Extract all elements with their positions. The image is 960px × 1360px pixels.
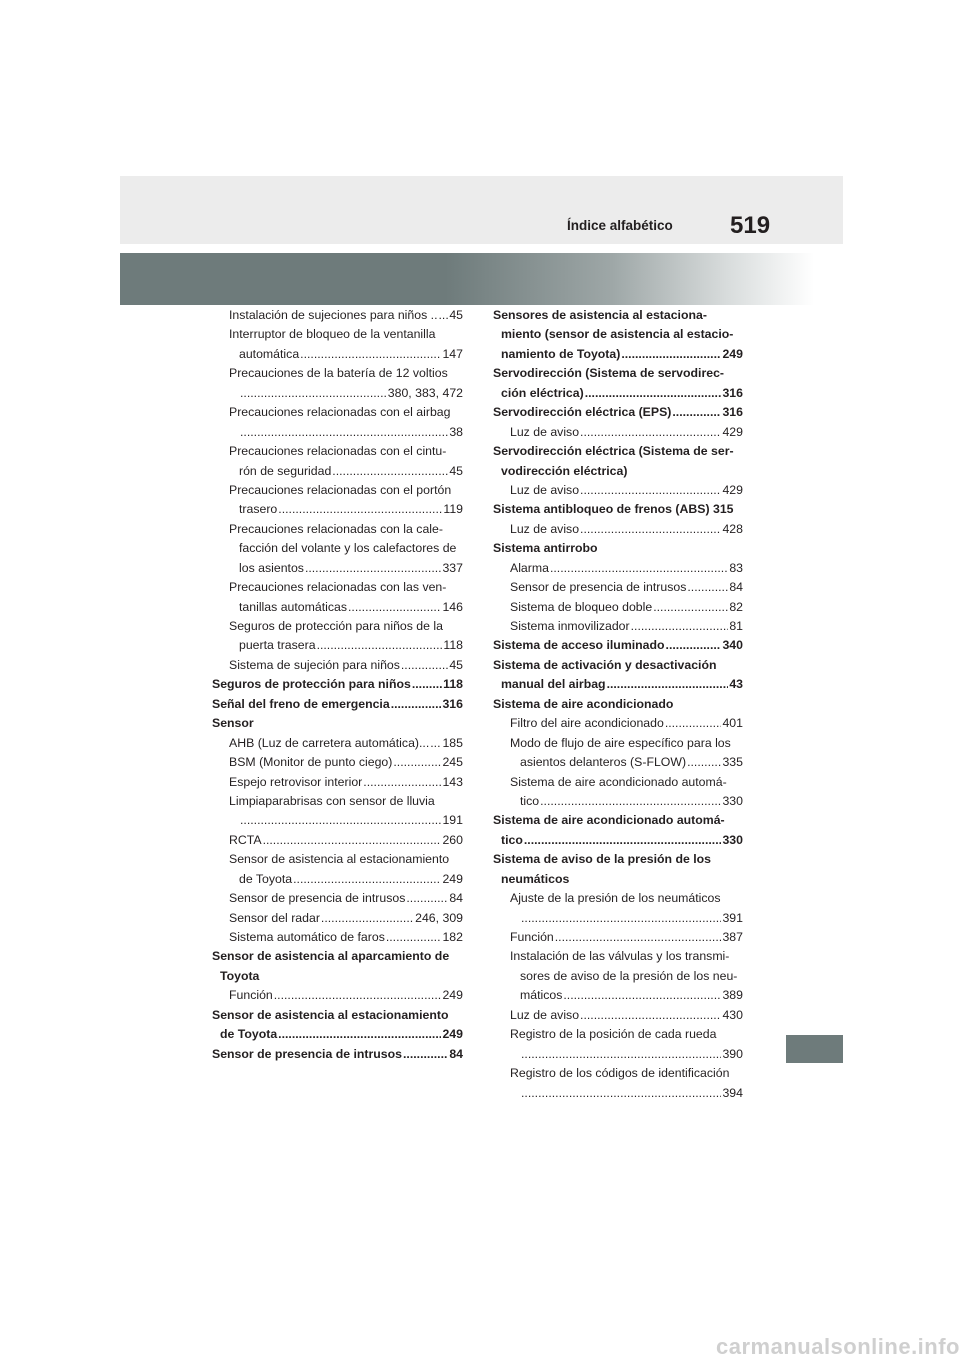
index-entry-text: Sistema de acceso iluminado bbox=[493, 638, 665, 653]
index-entry-text: Sensor de presencia de intrusos bbox=[510, 580, 687, 595]
index-entry bbox=[493, 481, 743, 500]
index-entry-text: Sensores de asistencia al estaciona- bbox=[493, 308, 707, 322]
index-entry-page: 316 bbox=[722, 385, 743, 400]
dot-leader bbox=[585, 384, 722, 403]
index-entry-page: 337 bbox=[442, 560, 463, 575]
index-entry bbox=[212, 675, 463, 694]
index-entry-text: Sistema automático de faros bbox=[229, 930, 385, 944]
index-entry-page: 394 bbox=[722, 1085, 743, 1100]
index-entry bbox=[493, 598, 743, 617]
index-entry-text: tanillas automáticas bbox=[239, 599, 347, 614]
index-entry-text: Sensor de presencia de intrusos bbox=[212, 1046, 402, 1061]
index-entry bbox=[493, 462, 743, 481]
dot-leader bbox=[580, 481, 721, 500]
index-entry-text: Luz de aviso bbox=[510, 1007, 580, 1022]
index-entry-text: Instalación de las válvulas y los transmi- bbox=[510, 949, 730, 964]
dot-leader bbox=[621, 345, 721, 364]
index-entry-text: manual del airbag bbox=[501, 677, 606, 692]
index-entry-text: Precauciones relacionadas con la cale- bbox=[229, 521, 443, 536]
index-entry bbox=[493, 850, 743, 869]
index-entry bbox=[212, 578, 463, 597]
index-entry bbox=[493, 1084, 743, 1103]
index-entry bbox=[212, 364, 463, 383]
index-entry-text: Filtro del aire acondicionado bbox=[510, 716, 664, 731]
index-entry bbox=[493, 773, 743, 792]
index-entry-page: 143 bbox=[442, 774, 463, 789]
index-entry-text: Sistema de aire acondicionado automá- bbox=[493, 813, 725, 828]
index-entry bbox=[493, 811, 743, 830]
index-entry-text: Luz de aviso bbox=[510, 482, 580, 497]
index-entry bbox=[493, 345, 743, 364]
index-entry-text: Seguros de protección para niños de la bbox=[229, 619, 443, 633]
dot-leader bbox=[687, 753, 721, 772]
index-entry-page: 119 bbox=[443, 502, 463, 517]
dot-leader bbox=[403, 1045, 448, 1064]
index-entry-page: 249 bbox=[722, 346, 743, 361]
dot-leader bbox=[607, 675, 729, 694]
dot-leader bbox=[653, 598, 728, 617]
index-entry-text: facción del volante y los calefactores de bbox=[239, 541, 457, 556]
index-entry-page: 118 bbox=[443, 677, 463, 692]
index-entry-page: 330 bbox=[722, 832, 743, 847]
index-entry-text: Sensor de asistencia al aparcamiento de bbox=[212, 949, 450, 964]
index-entry-text: RCTA bbox=[229, 832, 262, 847]
index-column-left bbox=[212, 306, 463, 1064]
index-entry-page: 340 bbox=[722, 638, 743, 653]
index-entry bbox=[493, 500, 743, 519]
index-entry bbox=[493, 1025, 743, 1044]
index-entry-text: Luz de aviso bbox=[510, 521, 580, 536]
index-entry bbox=[493, 967, 743, 986]
index-entry bbox=[493, 714, 743, 733]
index-entry-page: 380, 383, 472 bbox=[387, 385, 463, 400]
index-entry-text: Señal del freno de emergencia bbox=[212, 696, 390, 711]
index-entry-page: 182 bbox=[442, 930, 463, 944]
index-entry-page: 245 bbox=[442, 755, 463, 770]
dot-leader bbox=[580, 1006, 721, 1025]
index-entry bbox=[212, 811, 463, 830]
index-entry-page: 430 bbox=[722, 1007, 743, 1022]
index-entry bbox=[212, 928, 463, 947]
index-entry-text: Espejo retrovisor interior bbox=[229, 774, 363, 789]
index-entry bbox=[493, 636, 743, 655]
index-entry bbox=[212, 539, 463, 558]
index-entry bbox=[493, 578, 743, 597]
index-entry bbox=[493, 1006, 743, 1025]
index-entry bbox=[212, 792, 463, 811]
index-entry bbox=[493, 423, 743, 442]
index-entry-text: Función bbox=[229, 988, 273, 1003]
index-entry bbox=[212, 947, 463, 966]
index-entry bbox=[493, 1045, 743, 1064]
index-entry-text: Sistema de aviso de la presión de los bbox=[493, 852, 712, 867]
index-entry-text: Servodirección (Sistema de servodirec- bbox=[493, 366, 725, 381]
index-entry bbox=[212, 345, 463, 364]
dot-leader bbox=[563, 986, 721, 1005]
index-entry-page: 249 bbox=[442, 988, 463, 1003]
index-entry bbox=[493, 909, 743, 928]
index-entry-page: 316 bbox=[442, 696, 463, 711]
index-entry-text: Precauciones de la batería de 12 voltios bbox=[229, 366, 448, 381]
index-entry-page: 38 bbox=[449, 424, 463, 439]
index-entry-text: Luz de aviso bbox=[510, 424, 580, 439]
dot-leader bbox=[672, 403, 721, 422]
dot-leader bbox=[580, 520, 721, 539]
dot-leader bbox=[317, 636, 443, 655]
index-entry bbox=[493, 695, 743, 714]
dot-leader bbox=[332, 462, 448, 481]
index-entry-text: Sensor de asistencia al estacionamiento bbox=[212, 1007, 449, 1022]
index-entry bbox=[212, 403, 463, 422]
index-entry-text: Limpiaparabrisas con sensor de lluvia bbox=[229, 793, 435, 808]
index-entry-text: Alarma bbox=[510, 560, 549, 575]
dot-leader bbox=[430, 734, 441, 753]
index-entry-page: 391 bbox=[722, 910, 743, 925]
index-entry bbox=[493, 753, 743, 772]
index-entry-text: los asientos bbox=[239, 560, 304, 575]
index-entry-text: neumáticos bbox=[501, 871, 570, 886]
dot-leader bbox=[521, 909, 721, 928]
index-entry bbox=[493, 364, 743, 383]
index-entry bbox=[493, 831, 743, 850]
index-entry-page: 389 bbox=[722, 988, 743, 1003]
index-entry-text: automática bbox=[239, 346, 300, 361]
index-entry bbox=[493, 870, 743, 889]
index-entry bbox=[212, 1006, 463, 1025]
index-entry bbox=[212, 695, 463, 714]
index-entry-text: Ajuste de la presión de los neumáticos bbox=[510, 891, 721, 906]
index-entry-text: vodirección eléctrica) bbox=[501, 463, 628, 478]
index-entry-text: máticos bbox=[520, 988, 563, 1003]
index-entry-text: Registro de los códigos de identificación bbox=[510, 1066, 730, 1081]
index-entry bbox=[212, 870, 463, 889]
index-entry-page: 401 bbox=[722, 716, 743, 731]
watermark-text: carmanualsonline.info bbox=[716, 1334, 960, 1359]
index-entry-text: Sistema de aire acondicionado bbox=[493, 696, 674, 711]
dot-leader bbox=[406, 889, 448, 908]
dot-leader bbox=[412, 675, 442, 694]
dot-leader bbox=[665, 714, 722, 733]
index-entry-page: 429 bbox=[722, 482, 743, 497]
dot-leader bbox=[240, 811, 441, 830]
index-entry bbox=[212, 306, 463, 325]
index-entry-text: Sensor de asistencia al estacionamiento bbox=[229, 852, 450, 867]
index-entry-page: 330 bbox=[722, 793, 743, 808]
index-entry-text: sores de aviso de la presión de los neu- bbox=[520, 968, 738, 983]
index-entry-text: de Toyota bbox=[239, 871, 293, 886]
index-entry-text: Sistema inmovilizador bbox=[510, 619, 630, 633]
dot-leader bbox=[555, 928, 722, 947]
index-entry-text: trasero bbox=[239, 502, 278, 517]
index-entry-text: Precauciones relacionadas con el cintu- bbox=[229, 444, 447, 459]
index-entry-text: Interruptor de bloqueo de la ventanilla bbox=[229, 327, 436, 342]
index-entry bbox=[493, 928, 743, 947]
index-entry-text: Modo de flujo de aire específico para los bbox=[510, 735, 731, 750]
index-entry bbox=[493, 792, 743, 811]
dot-leader bbox=[300, 345, 441, 364]
index-entry bbox=[493, 986, 743, 1005]
index-entry bbox=[212, 423, 463, 442]
index-entry bbox=[212, 520, 463, 539]
index-entry-page: 146 bbox=[442, 599, 463, 614]
index-entry bbox=[493, 1064, 743, 1083]
index-entry bbox=[493, 325, 743, 344]
dot-leader bbox=[687, 578, 728, 597]
dot-leader bbox=[278, 1025, 441, 1044]
index-entry-page: 387 bbox=[722, 930, 743, 944]
index-entry-page: 249 bbox=[442, 871, 463, 886]
index-entry-text: asientos delanteros (S-FLOW) bbox=[520, 755, 687, 770]
index-entry-page: 81 bbox=[729, 619, 743, 633]
index-entry-text: Sensor del radar bbox=[229, 910, 320, 925]
index-entry bbox=[212, 734, 463, 753]
index-entry bbox=[212, 831, 463, 850]
dot-leader bbox=[393, 753, 441, 772]
index-entry-text: de Toyota bbox=[220, 1027, 278, 1042]
index-entry bbox=[212, 986, 463, 1005]
index-entry bbox=[493, 889, 743, 908]
index-entry bbox=[212, 481, 463, 500]
index-entry bbox=[493, 306, 743, 325]
index-entry-text: Toyota bbox=[220, 968, 260, 983]
header-gradient-band bbox=[120, 253, 843, 305]
index-entry bbox=[493, 734, 743, 753]
index-entry bbox=[212, 909, 463, 928]
index-entry bbox=[493, 539, 743, 558]
index-entry-page: 316 bbox=[722, 405, 743, 420]
index-entry-page: 249 bbox=[442, 1027, 463, 1042]
index-entry-page: 260 bbox=[442, 832, 463, 847]
index-entry bbox=[212, 714, 463, 733]
thumb-index-tab bbox=[786, 1035, 843, 1063]
index-entry-text: miento (sensor de asistencia al estacio- bbox=[501, 327, 734, 342]
index-entry-page: 84 bbox=[449, 1046, 463, 1061]
index-entry-text: Sistema antirrobo bbox=[493, 541, 598, 556]
section-title: Índice alfabético bbox=[567, 218, 673, 233]
index-entry bbox=[493, 559, 743, 578]
index-entry-text: Sistema de bloqueo doble bbox=[510, 599, 653, 614]
dot-leader bbox=[439, 306, 449, 325]
index-entry-text: puerta trasera bbox=[239, 638, 316, 653]
dot-leader bbox=[305, 559, 442, 578]
index-entry-page: 335 bbox=[722, 755, 743, 770]
dot-leader bbox=[540, 792, 721, 811]
dot-leader bbox=[240, 423, 448, 442]
index-entry-text: Sistema de sujeción para niños bbox=[229, 657, 400, 672]
index-entry bbox=[212, 850, 463, 869]
dot-leader bbox=[321, 909, 414, 928]
index-entry bbox=[212, 500, 463, 519]
index-entry-page: 185 bbox=[442, 735, 463, 750]
index-entry-text: Sensor de presencia de intrusos bbox=[229, 891, 406, 906]
index-entry bbox=[493, 442, 743, 461]
dot-leader bbox=[550, 559, 728, 578]
index-entry-text: namiento de Toyota) bbox=[501, 346, 621, 361]
index-entry-page: 43 bbox=[729, 677, 743, 692]
index-entry bbox=[212, 598, 463, 617]
dot-leader bbox=[348, 598, 441, 617]
index-entry-text: Precauciones relacionadas con el portón bbox=[229, 482, 452, 497]
index-entry bbox=[493, 947, 743, 966]
index-entry-text: Función bbox=[510, 930, 554, 944]
index-entry-text: ción eléctrica) bbox=[501, 385, 584, 400]
index-entry bbox=[212, 384, 463, 403]
index-entry-page: 429 bbox=[722, 424, 743, 439]
page-number: 519 bbox=[730, 212, 771, 239]
dot-leader bbox=[386, 928, 442, 947]
index-entry bbox=[212, 559, 463, 578]
index-entry-page: 45 bbox=[449, 657, 463, 672]
dot-leader bbox=[293, 870, 441, 889]
index-entry-page: 246, 309 bbox=[415, 910, 463, 925]
index-entry-page: 147 bbox=[442, 346, 463, 361]
index-entry-page: 428 bbox=[722, 521, 743, 536]
index-entry-text: Sensor bbox=[212, 716, 254, 731]
index-entry-page: 118 bbox=[443, 638, 463, 653]
index-entry bbox=[212, 889, 463, 908]
index-entry-text: Sistema antibloqueo de frenos (ABS) 315 bbox=[493, 502, 734, 517]
dot-leader bbox=[391, 695, 442, 714]
index-entry bbox=[493, 675, 743, 694]
index-entry bbox=[212, 442, 463, 461]
index-entry-page: 390 bbox=[722, 1046, 743, 1061]
index-entry-page: 83 bbox=[729, 560, 743, 575]
index-entry bbox=[212, 773, 463, 792]
index-entry-text: tico bbox=[520, 793, 540, 808]
dot-leader bbox=[401, 656, 448, 675]
index-entry-page: 191 bbox=[442, 813, 463, 828]
dot-leader bbox=[263, 831, 442, 850]
index-entry-page: 82 bbox=[729, 599, 743, 614]
dot-leader bbox=[278, 500, 442, 519]
index-entry-page: 84 bbox=[729, 580, 743, 595]
index-entry bbox=[212, 617, 463, 636]
index-column-right bbox=[493, 306, 743, 1103]
index-entry bbox=[212, 636, 463, 655]
index-entry bbox=[493, 520, 743, 539]
index-entry bbox=[212, 967, 463, 986]
index-entry-text: AHB (Luz de carretera automática)... bbox=[229, 735, 430, 750]
index-entry bbox=[212, 1045, 463, 1064]
index-entry-page: 84 bbox=[449, 891, 463, 906]
dot-leader bbox=[521, 1045, 721, 1064]
dot-leader bbox=[521, 1084, 721, 1103]
dot-leader bbox=[363, 773, 441, 792]
index-entry bbox=[493, 384, 743, 403]
index-entry bbox=[212, 462, 463, 481]
index-entry-text: Servodirección eléctrica (EPS) bbox=[493, 405, 672, 420]
index-entry bbox=[212, 1025, 463, 1044]
index-entry bbox=[493, 617, 743, 636]
index-entry-page: 45 bbox=[449, 308, 463, 322]
dot-leader bbox=[631, 617, 729, 636]
index-entry-text: Precauciones relacionadas con el airbag bbox=[229, 405, 451, 420]
index-entry-text: Registro de la posición de cada rueda bbox=[510, 1027, 717, 1042]
dot-leader bbox=[240, 384, 387, 403]
index-entry-text: Sistema de aire acondicionado automá- bbox=[510, 774, 727, 789]
index-entry-text: Sistema de activación y desactivación bbox=[493, 657, 717, 672]
index-entry bbox=[212, 753, 463, 772]
index-entry bbox=[212, 325, 463, 344]
index-entry-text: Servodirección eléctrica (Sistema de ser- bbox=[493, 444, 734, 459]
dot-leader bbox=[524, 831, 722, 850]
index-entry bbox=[493, 403, 743, 422]
dot-leader bbox=[666, 636, 722, 655]
index-entry-page: 45 bbox=[449, 463, 463, 478]
index-entry bbox=[493, 656, 743, 675]
watermark bbox=[0, 1328, 960, 1358]
dot-leader bbox=[580, 423, 721, 442]
index-entry-text: Seguros de protección para niños bbox=[212, 677, 411, 692]
index-entry-text: BSM (Monitor de punto ciego) bbox=[229, 755, 393, 770]
index-entry-text: rón de seguridad bbox=[239, 463, 332, 478]
index-entry-text: Precauciones relacionadas con las ven- bbox=[229, 580, 447, 595]
index-entry-text: tico bbox=[501, 832, 523, 847]
dot-leader bbox=[274, 986, 442, 1005]
index-entry bbox=[212, 656, 463, 675]
index-entry-text: Instalación de sujeciones para niños .. bbox=[229, 308, 438, 322]
